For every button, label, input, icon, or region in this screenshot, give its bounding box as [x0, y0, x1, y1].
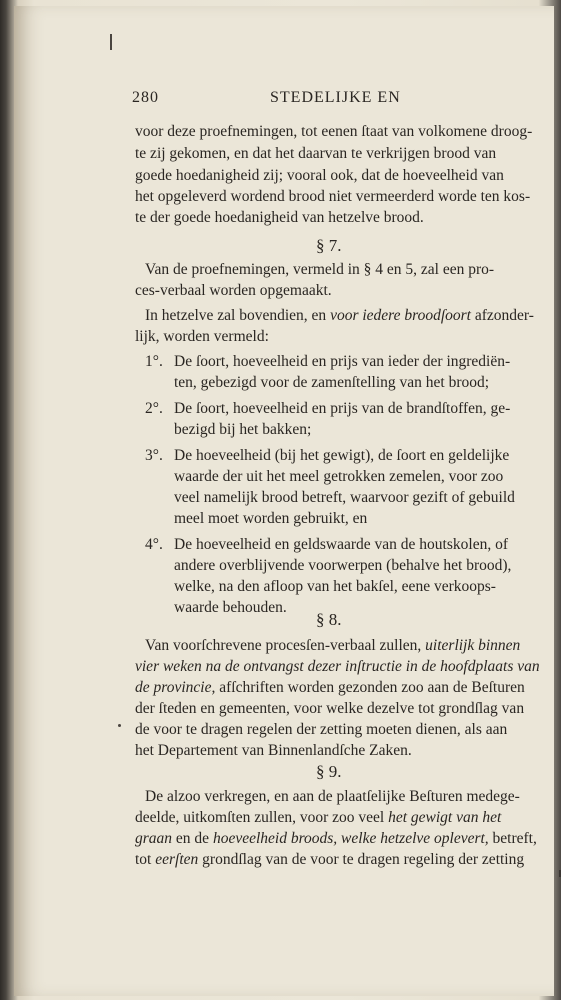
text-line: ten, gebezigd voor de zamenſtelling van het brood; — [174, 374, 490, 391]
text-line: voor deze proefnemingen, tot eenen ſtaat van volkomene droog- — [135, 123, 533, 140]
text-line: te zij gekomen, en dat het daarvan te verkrijgen brood van — [135, 145, 497, 162]
text-line: meel moet worden gebruikt, en — [174, 510, 368, 527]
section-heading-8: § 8. — [316, 610, 342, 629]
text-line: vier weken na de ontvangst dezer inſtructie in de hoofdplaats van — [135, 658, 540, 675]
text-line: het Departement van Binnenlandſche Zaken. — [135, 742, 412, 759]
text-line: de voor te dragen regelen der zetting moeten dienen, als aan — [135, 721, 508, 738]
item-number: 2°. — [145, 400, 163, 417]
text-line: In hetzelve zal bovendien, en voor iedere broodſoort afzonder- — [145, 307, 534, 324]
item-number: 1°. — [145, 353, 163, 370]
text-line: graan en de hoeveelheid broods, welke hetzelve oplevert, betreft, — [135, 830, 537, 847]
page-number: 280 — [132, 89, 159, 106]
text-line: waarde behouden. — [174, 599, 287, 616]
margin-dot — [118, 724, 121, 727]
text-line: der ſteden en gemeenten, voor welke dezelve tot grondſlag van — [135, 700, 525, 717]
section-heading-9: § 9. — [316, 762, 342, 781]
running-title: STEDELIJKE EN — [270, 89, 401, 106]
text-line: bezigd bij het bakken; — [174, 421, 312, 438]
text-line: goede hoedanigheid zij; vooral ook, dat de hoeveelheid van — [135, 167, 504, 184]
text-line: lijk, worden vermeld: — [135, 328, 269, 345]
book-page — [14, 6, 554, 996]
item-number: 4°. — [145, 536, 163, 553]
text-line: ces-verbaal worden opgemaakt. — [135, 282, 332, 299]
section-heading-7: § 7. — [316, 236, 342, 255]
text-line: De alzoo verkregen, en aan de plaatſelijke Beſturen medege- — [145, 788, 520, 805]
text-line: welke, na den afloop van het bakſel, eene verkoops- — [174, 578, 496, 595]
spine-mark — [110, 34, 112, 50]
text-line: Van de proefnemingen, vermeld in § 4 en 5, zal een pro- — [145, 261, 495, 278]
text-line: tot eerſten grondſlag van de voor te dragen regeling der zetting — [135, 851, 525, 868]
text-line: deelde, uitkomſten zullen, voor zoo veel het gewigt van het — [135, 809, 502, 826]
text-line: waarde der uit het meel getrokken zemelen, voor zoo — [174, 468, 504, 485]
text-line: Van voorſchrevene procesſen-verbaal zullen, uiterlijk binnen — [145, 637, 521, 654]
text-line: veel namelijk brood betreft, waarvoor gezift of gebuild — [174, 489, 515, 506]
text-line: de provincie, afſchriften worden gezonden zoo aan de Beſturen — [135, 679, 525, 696]
text-line: te der goede hoedanigheid van hetzelve brood. — [135, 209, 424, 226]
text-line: De ſoort, hoeveelheid en prijs van ieder der ingrediën- — [174, 353, 511, 370]
text-line: andere overblijvende voorwerpen (behalve het brood), — [174, 557, 512, 574]
text-line: De hoeveelheid (bij het gewigt), de ſoort en geldelijke — [174, 447, 510, 464]
text-line: De ſoort, hoeveelheid en prijs van de brandſtoffen, ge- — [174, 400, 511, 417]
item-number: 3°. — [145, 447, 163, 464]
text-line: De hoeveelheid en geldswaarde van de houtskolen, of — [174, 536, 508, 553]
text-line: het opgeleverd wordend brood niet vermeerderd worde ten kos- — [135, 188, 531, 205]
